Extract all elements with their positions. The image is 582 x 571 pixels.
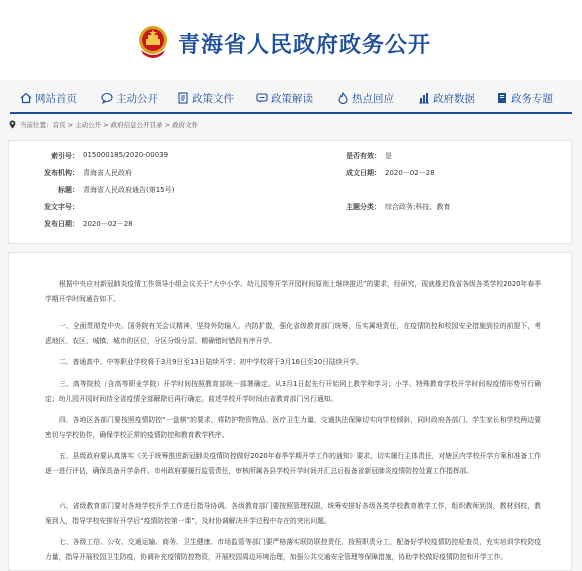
- nav-item-active-disclosure[interactable]: [101, 88, 158, 108]
- bar-chart-icon: [418, 92, 430, 104]
- topic-value: 综合政务;科技、教育: [385, 203, 451, 211]
- site-title[interactable]: 青海省人民政府政务公开: [178, 33, 432, 58]
- title-label: 标题：: [58, 186, 79, 194]
- title-value: 青海省人民政府通告(第15号): [83, 186, 175, 194]
- body-paragraph: 二、普通高中、中等职业学校将于3月9日至13日陆续开学；初中学校将于3月16日至20日陆续开学。: [59, 358, 363, 366]
- flame-icon: [337, 92, 349, 104]
- nav-item-policy-documents[interactable]: [177, 88, 234, 108]
- nav-item-special-topics[interactable]: [496, 88, 553, 108]
- created-date-label: 成文日期：: [346, 169, 381, 177]
- nav-item-government-data[interactable]: [418, 88, 475, 108]
- body-paragraph: 五、县级政府要认真落实《关于统筹推进新冠肺炎疫情防控做好2020年春季学期开学工作的通知》要求，切实履行主体责任，对辖区内学校开学方案和准备工作逐一进行评估，确保具备开学条件。市州政府要履行监管责任，审核所属各县学校开学时间并汇总后报备省新冠肺炎疫情防控处置工作指挥部。: [45, 452, 541, 475]
- index-value: 015000185/2020-00039: [83, 151, 169, 159]
- nav-item-label: 热点回应: [352, 92, 394, 105]
- national-emblem-icon: [136, 24, 170, 60]
- nav-item-label: 政府数据: [433, 92, 475, 105]
- speech-icon: [256, 92, 268, 104]
- publisher-value: 青海省人民政府: [83, 169, 132, 177]
- meta-row: [9, 185, 571, 201]
- body-paragraph: 六、省级教育部门要对各地学校开学工作进行指导协调。各级教育部门要按照管理权限，统筹安排好各级各类学校教育教学工作，组织教师到岗，教材到校，教案到人，指导学校安排好开学后“疫情防控第一课”，及时协调解决开学过程中存在的突出问题。: [45, 502, 541, 525]
- body-paragraph: 四、各地区各部门要按照疫情防控“一盘棋”的要求，将防护物资物品、医疗卫生力量、交通执法保障切实向学校倾斜，同时政府各部门、学生家长和学校两边要密切与学校协作，确保学校正常的疫情防控和教育教学秩序。: [45, 416, 541, 439]
- body-paragraph: 七、各级工信、公安、交通运输、商务、卫生健康、市场监管等部门要严格落实联防联控责任，按照职责分工，配备好学校疫情防控检查员，充实培训学校防疫力量，指导开展校园卫生防疫，协调补充疫情防控物资，开展校园周边环境治理，加强公共交通安全管理等保障措施，协助学校做好疫情防控和开学工作。: [45, 538, 541, 561]
- document-icon: [177, 92, 189, 104]
- nav-item-label: 主动公开: [116, 92, 158, 105]
- meta-row: [9, 202, 571, 218]
- nav-item-label: 政务专题: [511, 92, 553, 105]
- site-header: [0, 0, 582, 80]
- nav-item-hot-topics[interactable]: [337, 88, 394, 108]
- meta-row: [9, 219, 571, 235]
- body-paragraph: 根据中央应对新冠肺炎疫情工作领导小组会议关于“大中小学、幼儿园等开学开园时间原则上继续推迟”的要求，经研究，现就推迟我省各级各类学校2020年春季学期开学时间通告如下。: [45, 280, 541, 303]
- nav-item-label: 网站首页: [35, 92, 77, 105]
- effective-value: 是: [385, 152, 392, 160]
- created-date-value: 2020－02－28: [385, 169, 435, 177]
- index-label: 索引号：: [51, 152, 79, 160]
- breadcrumb: [8, 116, 198, 132]
- nav-item-home[interactable]: [20, 88, 77, 108]
- nav-item-policy-interpretation[interactable]: [256, 88, 313, 108]
- meta-row: [9, 151, 571, 167]
- home-icon: [20, 92, 32, 104]
- publish-date-label: 发布日期：: [44, 220, 79, 228]
- book-icon: [496, 92, 508, 104]
- body-paragraph: 一、全面贯彻党中央、国务院有关会议精神，坚持外防输入、内防扩散，强化省级教育部门统筹，压实属地责任，在疫情防控和校园安全措施到位的前提下，考虑地区、农区、城镇、城市的区位，分区分级分层、精确错时错段有序开学。: [45, 322, 541, 345]
- topic-label: 主题分类：: [346, 203, 381, 211]
- nav-item-label: 政策解读: [271, 92, 313, 105]
- publish-date-value: 2020－02－28: [83, 220, 133, 228]
- document-body: [8, 252, 572, 571]
- document-metadata: [8, 140, 572, 244]
- publisher-label: 发布机构：: [44, 169, 79, 177]
- nav-item-label: 政策文件: [192, 92, 234, 105]
- body-paragraph: 三、高等院校（含高等职业学院）开学时间按照教育部统一部署确定。从3月1日起先行开始网上教学和学习；小学、特殊教育学校开学时间视疫情形势另行确定；幼儿园开园时间待全省疫情全部解除后再行确定。前述学校开学时间由省教育部门另行通知。: [45, 380, 541, 403]
- doc-number-label: 发文字号：: [44, 203, 79, 211]
- chat-bubble-icon: [101, 92, 113, 104]
- meta-row: [9, 168, 571, 184]
- location-pin-icon: [8, 120, 17, 129]
- breadcrumb-text[interactable]: 当前位置：首页 > 主动公开 > 政府信息公开目录 > 政府文件: [20, 120, 199, 129]
- nav-divider: [10, 112, 572, 114]
- effective-label: 是否有效：: [346, 152, 381, 160]
- main-nav: [0, 84, 582, 110]
